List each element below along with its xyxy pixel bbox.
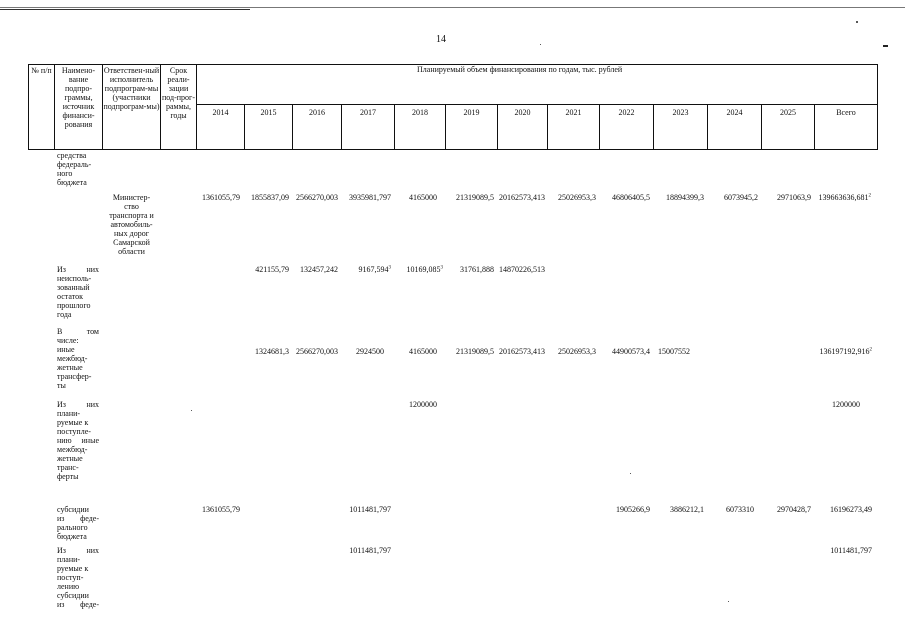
page-number: 14 <box>436 34 446 45</box>
row-name-line: руемые к <box>57 418 89 427</box>
header-responsible: Ответствен-ный исполнитель подпрограм-мы (участники подпрограм-мы) <box>103 66 160 111</box>
scan-speck <box>191 410 192 411</box>
row-name-line: В том <box>57 327 99 336</box>
row-name-line: нию иные <box>57 436 99 445</box>
row-name-line: руемые к <box>57 564 89 573</box>
row-name-line: трансфер- <box>57 372 92 381</box>
margin-mark <box>883 45 888 47</box>
row-name-line: из феде- <box>57 514 99 523</box>
row-name-line: субсидии <box>57 505 89 514</box>
year-header: 2020 <box>514 108 531 117</box>
value-cell: 2566270,003 <box>296 193 338 202</box>
row-name-line: поступ- <box>57 573 84 582</box>
scan-speck <box>630 473 631 474</box>
years-header-border <box>196 104 877 105</box>
header-name: Наимено-вание подпро-граммы, источник финанси-рования <box>61 66 96 129</box>
row-name-line: рального <box>57 523 88 532</box>
value-cell: 1200000 <box>409 400 437 409</box>
value-cell: 46806405,5 <box>612 193 650 202</box>
row-name-line: остаток <box>57 292 83 301</box>
row-name-line: Из них <box>57 265 99 274</box>
row-name-line: Из них <box>57 400 99 409</box>
value-cell: 6073310 <box>726 505 754 514</box>
row-name-line: Из них <box>57 546 99 555</box>
row-name-line: числе: <box>57 336 79 345</box>
year-header: 2023 <box>672 108 689 117</box>
scan-speck <box>540 44 541 45</box>
responsible-line: ных дорог <box>113 229 149 238</box>
value-cell: 132457,242 <box>300 265 338 274</box>
value-cell: 2924500 <box>356 347 384 356</box>
row-name-line: средства <box>57 151 87 160</box>
responsible-line: ство <box>124 202 139 211</box>
year-header: 2018 <box>412 108 428 117</box>
value-cell: 10169,085$^3$ <box>406 265 443 274</box>
value-cell: 6073945,2 <box>724 193 758 202</box>
value-cell-total: 1011481,797 <box>830 546 872 555</box>
row-name-line: плани- <box>57 555 81 564</box>
row-name-line: неисполь- <box>57 274 92 283</box>
row-name-line: иные <box>57 345 75 354</box>
value-cell-total: 16196273,49 <box>830 505 872 514</box>
year-header: 2022 <box>618 108 635 117</box>
value-cell: 14870226,513 <box>499 265 545 274</box>
page-top-border-dark <box>0 9 250 10</box>
col-border <box>196 64 197 150</box>
value-cell: 25026953,3 <box>558 347 596 356</box>
row-name-line: жетные <box>57 454 83 463</box>
value-cell: 44900573,4 <box>612 347 650 356</box>
row-name-line: зованный <box>57 283 90 292</box>
row-name-line: транс- <box>57 463 79 472</box>
value-cell: 1324681,3 <box>255 347 289 356</box>
value-cell: 3886212,1 <box>670 505 704 514</box>
col-border <box>28 64 29 150</box>
year-header: 2024 <box>726 108 743 117</box>
value-cell: 3935981,797 <box>349 193 391 202</box>
row-name-line: плани- <box>57 409 81 418</box>
row-name-line: ного <box>57 169 73 178</box>
value-cell: 21319089,5 <box>456 193 494 202</box>
row-name-line: ты <box>57 381 66 390</box>
value-cell-total: 139663636,681$^2$ <box>818 193 871 202</box>
year-header: 2019 <box>463 108 480 117</box>
row-name-line: межбюд- <box>57 354 88 363</box>
value-cell: 20162573,413 <box>499 193 545 202</box>
year-header: 2021 <box>565 108 582 117</box>
row-name-line: бюджета <box>57 178 87 187</box>
value-cell: 20162573,413 <box>499 347 545 356</box>
row-name-line: ферты <box>57 472 79 481</box>
value-cell: 2971063,9 <box>777 193 811 202</box>
value-cell: 18894399,3 <box>666 193 704 202</box>
header-number: № п/п <box>31 66 52 75</box>
year-header: 2015 <box>260 108 277 117</box>
year-header: 2016 <box>309 108 325 117</box>
row-name-line: из феде- <box>57 600 99 609</box>
value-cell: 4165000 <box>409 347 437 356</box>
year-header: 2025 <box>780 108 796 117</box>
value-cell: 1361055,79 <box>202 505 240 514</box>
value-cell: 421155,79 <box>255 265 289 274</box>
responsible-line: транспорта и <box>109 211 154 220</box>
year-header: 2014 <box>212 108 229 117</box>
col-border <box>877 64 878 150</box>
value-cell: 9167,594$^3$ <box>358 265 391 274</box>
year-header: 2017 <box>360 108 376 117</box>
value-cell: 1361055,79 <box>202 193 240 202</box>
row-name-line: межбюд- <box>57 445 88 454</box>
value-cell: 21319089,5 <box>456 347 494 356</box>
value-cell: 31761,888 <box>460 265 494 274</box>
responsible-line: автомобиль- <box>110 220 153 229</box>
year-header: Всего <box>836 108 856 117</box>
row-name-line: бюджета <box>57 532 87 541</box>
row-name-line: федераль- <box>57 160 92 169</box>
responsible-line: Самарской <box>113 238 150 247</box>
value-cell: 25026953,3 <box>558 193 596 202</box>
row-name-line: поступле- <box>57 427 91 436</box>
value-cell: 1011481,797 <box>349 546 391 555</box>
row-name-line: лению <box>57 582 80 591</box>
value-cell: 2566270,003 <box>296 347 338 356</box>
value-cell: 4165000 <box>409 193 437 202</box>
page-top-border <box>0 7 905 8</box>
responsible-line: Министер- <box>112 193 151 202</box>
row-name-line: жетные <box>57 363 83 372</box>
responsible-line: области <box>118 247 145 256</box>
scan-speck <box>856 21 858 23</box>
header-planned: Планируемый объем финансирования по годам, тыс. рублей <box>417 65 623 74</box>
header-term: Срок реали-зации под-прог-раммы, годы <box>161 66 195 120</box>
value-cell: 2970428,7 <box>777 505 811 514</box>
header-bottom-border <box>28 149 877 150</box>
value-cell: 15007552 <box>658 347 690 356</box>
row-name-line: субсидии <box>57 591 89 600</box>
value-cell: 1011481,797 <box>349 505 391 514</box>
row-name-line: года <box>57 310 72 319</box>
row-name-line: прошлого <box>57 301 91 310</box>
value-cell: 1905266,9 <box>616 505 650 514</box>
value-cell-total: 1200000 <box>832 400 860 409</box>
value-cell: 1855837,09 <box>251 193 289 202</box>
value-cell-total: 136197192,916$^2$ <box>819 347 872 356</box>
scan-speck <box>728 601 729 602</box>
